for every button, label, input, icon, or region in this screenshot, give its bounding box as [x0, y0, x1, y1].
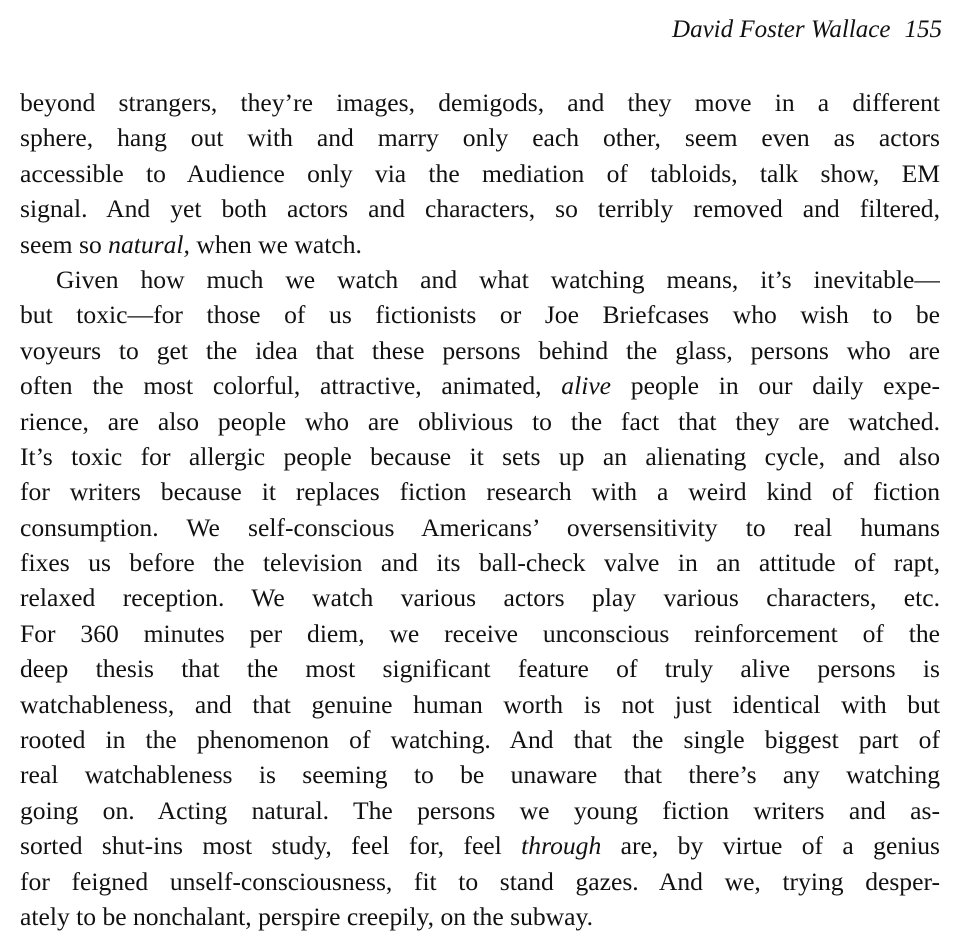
text-line: for feigned unself-consciousness, fit to stand gazes. And we, trying desper- [20, 866, 940, 896]
italic-text: natural, [108, 229, 190, 259]
text-line: watchableness, and that genuine human worth is not just identical with but [20, 689, 940, 719]
text-run: are, by virtue of a genius [601, 831, 940, 861]
text-line [20, 828, 940, 863]
text-line: ately to be nonchalant, perspire creepily, on the subway. [20, 901, 594, 931]
text-run: sorted shut-ins most study, feel for, feel [20, 831, 522, 861]
text-line [20, 227, 940, 262]
text-line: but toxic—for those of us fictionists or Joe Briefcases who wish to be [20, 300, 940, 330]
italic-text: alive [561, 371, 612, 401]
text-line: relaxed reception. We watch various actors play various characters, etc. [20, 583, 940, 613]
text-run: when we watch. [189, 229, 362, 259]
page-number: 155 [904, 16, 942, 43]
text-line: beyond strangers, they’re images, demigods, and they move in a different [20, 88, 940, 117]
text-line: voyeurs to get the idea that these persons behind the glass, persons who are [20, 335, 940, 365]
text-line: Given how much we watch and what watching means, it’s inevitable— [56, 264, 940, 294]
text-line: It’s toxic for allergic people because it sets up an alienating cycle, and also [20, 441, 940, 471]
running-head [672, 14, 942, 46]
author-name: David Foster Wallace [672, 16, 891, 43]
paragraph-1 [20, 85, 940, 262]
text-line: signal. And yet both actors and characters, so terribly removed and filtered, [20, 194, 940, 224]
text-line: rience, are also people who are oblivious to the fact that they are watched. [20, 406, 940, 436]
text-run: people in our daily expe- [611, 371, 940, 401]
text-run: seem so [20, 229, 109, 259]
text-line: deep thesis that the most significant feature of truly alive persons is [20, 654, 940, 684]
text-run: often the most colorful, attractive, animated, [20, 371, 562, 401]
text-line: for writers because it replaces fiction research with a weird kind of fiction [20, 477, 940, 507]
text-line: rooted in the phenomenon of watching. And that the single biggest part of [20, 725, 940, 755]
italic-text: through [521, 831, 602, 861]
text-line: accessible to Audience only via the mediation of tabloids, talk show, EM [20, 158, 940, 188]
body-text [20, 85, 940, 934]
text-line: real watchableness is seeming to be unaware that there’s any watching [20, 760, 940, 790]
text-line: sphere, hang out with and marry only each other, seem even as actors [20, 123, 940, 153]
paragraph-2 [20, 262, 940, 934]
text-line: going on. Acting natural. The persons we young fiction writers and as- [20, 795, 940, 825]
text-line: For 360 minutes per diem, we receive unconscious reinforcement of the [20, 618, 940, 648]
text-line: consumption. We self-conscious Americans’ oversensitivity to real humans [20, 512, 940, 542]
text-line [20, 368, 940, 403]
text-line: fixes us before the television and its ball-check valve in an attitude of rapt, [20, 548, 940, 578]
